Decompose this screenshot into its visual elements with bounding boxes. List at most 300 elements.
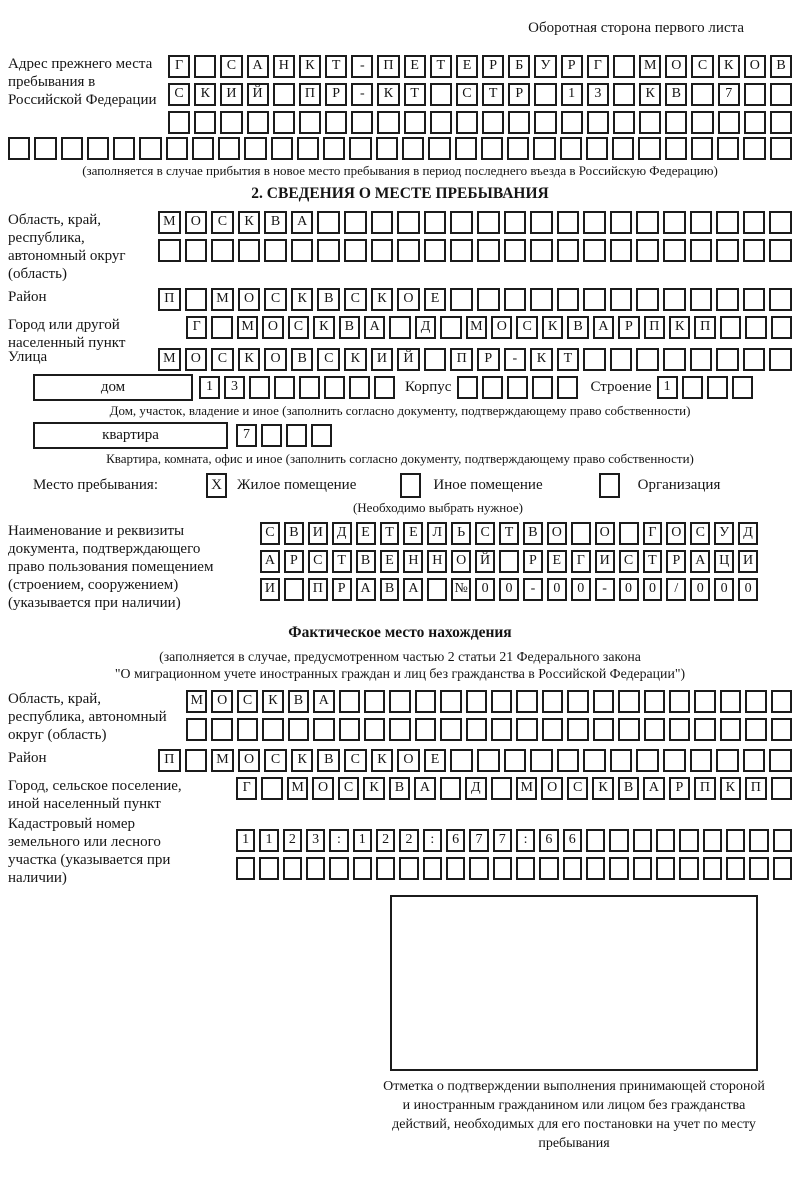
char-box: [745, 316, 766, 339]
char-box: [610, 348, 633, 371]
char-box: Д: [332, 522, 352, 545]
char-box: [377, 111, 399, 134]
char-box: [638, 137, 660, 160]
char-box: Н: [427, 550, 447, 573]
char-box: [349, 376, 370, 399]
char-box: 7: [236, 424, 257, 447]
char-box: [371, 211, 394, 234]
char-box: С: [619, 550, 639, 573]
char-box: [469, 857, 488, 880]
char-box: [329, 857, 348, 880]
char-box: [491, 777, 512, 800]
char-box: [262, 718, 283, 741]
char-box: С: [211, 211, 234, 234]
char-box: [344, 239, 367, 262]
char-box: Е: [380, 550, 400, 573]
char-box: [371, 239, 394, 262]
char-box: [610, 239, 633, 262]
char-box: [636, 749, 659, 772]
char-boxes-row: [236, 857, 792, 880]
actual-region-label: Область, край, республика, автономный округ (область): [8, 691, 167, 743]
ownership-document-label: Наименование и реквизиты документа, подтверждающего право пользования помещением (строением, сооружением) (указывается при наличии): [8, 523, 214, 611]
char-box: [291, 239, 314, 262]
char-box: Г: [168, 55, 190, 78]
char-box: С: [168, 83, 190, 106]
char-box: М: [237, 316, 258, 339]
char-box: М: [211, 288, 234, 311]
char-box: [644, 690, 665, 713]
char-box: К: [371, 749, 394, 772]
char-box: [773, 829, 792, 852]
char-box: [166, 137, 188, 160]
char-box: [113, 137, 135, 160]
char-box: [249, 376, 270, 399]
char-box: [499, 550, 519, 573]
char-box: -: [504, 348, 527, 371]
char-box: [534, 111, 556, 134]
actual-city-rows: [236, 775, 792, 805]
char-box: [220, 111, 242, 134]
char-box: М: [186, 690, 207, 713]
actual-location-note-line2: "О миграционном учете иностранных граждан и лиц без гражданства в Российской Федерации"): [114, 666, 686, 681]
char-box: В: [523, 522, 543, 545]
char-box: О: [666, 522, 686, 545]
char-box: [771, 777, 792, 800]
char-box: М: [516, 777, 537, 800]
char-box: [397, 211, 420, 234]
char-box: Е: [404, 55, 426, 78]
char-box: [8, 137, 30, 160]
char-box: [530, 211, 553, 234]
char-box: С: [308, 550, 328, 573]
char-box: К: [313, 316, 334, 339]
char-box: 1: [236, 829, 255, 852]
char-boxes-row: [158, 288, 792, 311]
char-box: [716, 288, 739, 311]
char-box: [427, 578, 447, 601]
char-box: И: [595, 550, 615, 573]
actual-location-note-line1: (заполняется в случае, предусмотренном частью 2 статьи 21 Федерального закона: [159, 649, 641, 664]
char-box: Р: [325, 83, 347, 106]
char-box: [477, 211, 500, 234]
city-rows: [186, 314, 792, 342]
char-box: П: [694, 777, 715, 800]
char-box: К: [262, 690, 283, 713]
char-box: С: [264, 749, 287, 772]
char-box: А: [643, 777, 664, 800]
char-box: [639, 111, 661, 134]
stay-option-residential-checkbox: X: [206, 473, 227, 498]
char-box: [583, 211, 606, 234]
char-box: П: [158, 749, 181, 772]
char-box: [745, 690, 766, 713]
char-boxes-row: [260, 522, 758, 545]
char-box: 0: [643, 578, 663, 601]
char-box: [530, 749, 553, 772]
char-box: [618, 718, 639, 741]
char-box: [663, 749, 686, 772]
char-box: [504, 288, 527, 311]
char-box: Е: [456, 55, 478, 78]
char-box: [530, 288, 553, 311]
char-box: [716, 749, 739, 772]
actual-district-rows: [158, 747, 792, 772]
char-box: [446, 857, 465, 880]
char-box: А: [364, 316, 385, 339]
char-box: [504, 211, 527, 234]
char-box: 0: [499, 578, 519, 601]
char-box: 6: [563, 829, 582, 852]
char-box: [339, 718, 360, 741]
char-box: С: [691, 55, 713, 78]
char-box: [533, 137, 555, 160]
char-box: -: [595, 578, 615, 601]
char-box: Г: [236, 777, 257, 800]
char-box: [477, 749, 500, 772]
char-box: [745, 718, 766, 741]
char-box: [288, 718, 309, 741]
char-box: С: [516, 316, 537, 339]
char-box: [466, 690, 487, 713]
char-box: [690, 288, 713, 311]
char-box: К: [592, 777, 613, 800]
char-box: [415, 718, 436, 741]
stay-place-label: Место пребывания:: [33, 477, 158, 493]
cadastral-number-label: Кадастровый номер земельного или лесного участка (указывается при наличии): [8, 816, 171, 886]
char-box: 6: [539, 829, 558, 852]
char-box: [743, 348, 766, 371]
char-boxes-row: [158, 211, 792, 234]
actual-location-title: Фактическое место нахождения: [288, 624, 512, 641]
char-box: [567, 690, 588, 713]
char-box: О: [491, 316, 512, 339]
char-box: [194, 55, 216, 78]
char-box: [430, 83, 452, 106]
char-boxes-row: [186, 690, 792, 713]
char-box: 0: [475, 578, 495, 601]
char-box: [743, 137, 765, 160]
char-box: [508, 111, 530, 134]
char-box: [516, 857, 535, 880]
char-box: П: [377, 55, 399, 78]
char-box: П: [158, 288, 181, 311]
char-box: Р: [332, 578, 352, 601]
char-box: [211, 316, 232, 339]
char-box: О: [262, 316, 283, 339]
char-box: С: [567, 777, 588, 800]
stay-option-other-label: Иное помещение: [433, 477, 543, 493]
char-box: А: [356, 578, 376, 601]
char-box: [185, 239, 208, 262]
char-box: С: [264, 288, 287, 311]
char-box: [440, 316, 461, 339]
char-box: [339, 690, 360, 713]
char-box: О: [547, 522, 567, 545]
char-box: 6: [446, 829, 465, 852]
char-box: [389, 316, 410, 339]
actual-city-label: Город, сельское поселение, иной населенный пункт: [8, 778, 182, 812]
apartment-note: Квартира, комната, офис и иное (заполнить согласно документу, подтверждающему право собственности): [106, 451, 694, 466]
char-box: [532, 376, 553, 399]
char-box: [583, 749, 606, 772]
char-box: [720, 316, 741, 339]
char-box: И: [308, 522, 328, 545]
char-box: [351, 111, 373, 134]
char-box: А: [260, 550, 280, 573]
char-box: [716, 348, 739, 371]
char-box: А: [291, 211, 314, 234]
char-box: [769, 288, 792, 311]
field-ownership-document: [8, 520, 792, 612]
char-box: [771, 718, 792, 741]
char-box: [477, 239, 500, 262]
char-box: К: [377, 83, 399, 106]
char-box: [61, 137, 83, 160]
char-box: [317, 239, 340, 262]
char-box: [743, 288, 766, 311]
char-box: Ц: [714, 550, 734, 573]
char-box: [771, 316, 792, 339]
char-box: 3: [306, 829, 325, 852]
char-box: Д: [738, 522, 758, 545]
char-box: Р: [508, 83, 530, 106]
char-box: 2: [283, 829, 302, 852]
char-box: О: [451, 550, 471, 573]
stroenie-label: Строение: [590, 379, 652, 395]
char-box: [440, 690, 461, 713]
char-box: Ь: [451, 522, 471, 545]
char-box: Р: [523, 550, 543, 573]
char-box: [770, 83, 792, 106]
char-box: [507, 376, 528, 399]
char-box: Д: [415, 316, 436, 339]
char-box: [703, 857, 722, 880]
char-box: [493, 857, 512, 880]
char-box: Р: [284, 550, 304, 573]
char-box: [450, 239, 473, 262]
char-boxes-row: [158, 749, 792, 772]
char-box: [482, 111, 504, 134]
char-box: С: [456, 83, 478, 106]
char-box: [237, 718, 258, 741]
char-box: [389, 718, 410, 741]
stay-place-row: [33, 473, 792, 498]
char-box: -: [523, 578, 543, 601]
char-box: [192, 137, 214, 160]
char-box: [185, 749, 208, 772]
char-box: В: [339, 316, 360, 339]
char-box: [244, 137, 266, 160]
char-box: [283, 857, 302, 880]
char-box: [665, 111, 687, 134]
char-box: [743, 239, 766, 262]
char-box: Е: [424, 749, 447, 772]
char-box: Н: [273, 55, 295, 78]
char-box: 2: [376, 829, 395, 852]
char-box: И: [260, 578, 280, 601]
char-box: [261, 424, 282, 447]
char-box: [743, 749, 766, 772]
char-box: Д: [465, 777, 486, 800]
house-row: [33, 374, 792, 401]
char-box: А: [414, 777, 435, 800]
stay-option-organization-checkbox: [599, 473, 620, 498]
actual-region-rows: [186, 688, 792, 744]
char-box: 0: [738, 578, 758, 601]
char-box: [769, 211, 792, 234]
char-boxes-row: [236, 829, 792, 852]
char-box: [317, 211, 340, 234]
char-box: [613, 55, 635, 78]
char-box: [669, 718, 690, 741]
char-box: [430, 111, 452, 134]
char-box: [440, 718, 461, 741]
char-box: :: [423, 829, 442, 852]
char-box: О: [397, 749, 420, 772]
cadastral-number-rows: [236, 813, 792, 887]
char-box: [749, 829, 768, 852]
char-box: О: [238, 749, 261, 772]
korpus-label: Корпус: [405, 379, 452, 395]
char-box: [306, 857, 325, 880]
char-box: С: [344, 749, 367, 772]
char-box: О: [211, 690, 232, 713]
char-box: О: [595, 522, 615, 545]
char-box: К: [639, 83, 661, 106]
char-box: С: [338, 777, 359, 800]
char-box: Е: [403, 522, 423, 545]
char-box: -: [351, 83, 373, 106]
char-box: [749, 857, 768, 880]
char-box: О: [541, 777, 562, 800]
char-box: [466, 718, 487, 741]
char-box: П: [644, 316, 665, 339]
char-box: [567, 718, 588, 741]
apartment-number-boxes: [236, 424, 332, 447]
char-box: [633, 829, 652, 852]
char-box: 1: [259, 829, 278, 852]
char-box: В: [284, 522, 304, 545]
char-box: 0: [619, 578, 639, 601]
field-previous-address: [8, 53, 792, 134]
char-box: Й: [397, 348, 420, 371]
char-box: Р: [618, 316, 639, 339]
char-box: [482, 376, 503, 399]
char-boxes-row: [168, 83, 792, 106]
char-box: [726, 829, 745, 852]
char-box: [211, 239, 234, 262]
char-box: [613, 83, 635, 106]
char-box: В: [291, 348, 314, 371]
confirmation-stamp-box: [390, 895, 758, 1071]
previous-address-rows: [168, 53, 792, 134]
char-box: К: [542, 316, 563, 339]
field-actual-city: [8, 775, 792, 812]
char-box: [299, 376, 320, 399]
char-box: 0: [547, 578, 567, 601]
char-box: [353, 857, 372, 880]
char-box: [665, 137, 687, 160]
char-box: [769, 239, 792, 262]
char-box: [571, 522, 591, 545]
char-box: Л: [427, 522, 447, 545]
char-box: -: [351, 55, 373, 78]
previous-address-label: Адрес прежнего места пребывания в Российской Федерации: [8, 56, 157, 108]
char-box: В: [317, 288, 340, 311]
char-box: О: [264, 348, 287, 371]
char-box: [769, 749, 792, 772]
char-box: [311, 424, 332, 447]
char-box: [261, 777, 282, 800]
street-label: Улица: [8, 349, 48, 365]
char-box: [563, 857, 582, 880]
char-box: [636, 348, 659, 371]
char-box: [477, 288, 500, 311]
char-box: О: [397, 288, 420, 311]
char-box: [168, 111, 190, 134]
char-box: И: [220, 83, 242, 106]
char-box: С: [237, 690, 258, 713]
region-label: Область, край, республика, автономный округ (область): [8, 212, 126, 282]
char-box: Р: [669, 777, 690, 800]
char-box: [415, 690, 436, 713]
char-box: Е: [356, 522, 376, 545]
char-box: 7: [718, 83, 740, 106]
char-box: [424, 239, 447, 262]
char-box: В: [618, 777, 639, 800]
char-box: Г: [643, 522, 663, 545]
char-box: [744, 111, 766, 134]
stroenie-boxes: [657, 376, 753, 399]
char-box: П: [299, 83, 321, 106]
char-boxes-row: [168, 55, 792, 78]
char-box: [716, 211, 739, 234]
char-box: [299, 111, 321, 134]
char-box: [297, 137, 319, 160]
char-box: [186, 718, 207, 741]
korpus-boxes: [457, 376, 578, 399]
char-box: :: [329, 829, 348, 852]
char-box: [491, 690, 512, 713]
char-box: [717, 137, 739, 160]
char-box: [682, 376, 703, 399]
char-box: [610, 749, 633, 772]
house-number-boxes: [199, 376, 395, 399]
char-box: 0: [714, 578, 734, 601]
char-box: [271, 137, 293, 160]
char-box: [633, 857, 652, 880]
char-box: Е: [424, 288, 447, 311]
char-box: [720, 718, 741, 741]
char-box: В: [389, 777, 410, 800]
char-box: К: [291, 749, 314, 772]
char-box: [609, 857, 628, 880]
char-box: [669, 690, 690, 713]
char-box: В: [356, 550, 376, 573]
char-box: [457, 376, 478, 399]
char-box: [593, 690, 614, 713]
char-box: О: [665, 55, 687, 78]
stay-option-organization-label: Организация: [637, 477, 721, 493]
char-box: [423, 857, 442, 880]
char-box: А: [247, 55, 269, 78]
char-box: [732, 376, 753, 399]
char-box: С: [690, 522, 710, 545]
char-box: [557, 749, 580, 772]
ownership-document-rows: [260, 520, 758, 612]
apartment-type-box: квартира: [33, 422, 228, 449]
char-box: [259, 857, 278, 880]
